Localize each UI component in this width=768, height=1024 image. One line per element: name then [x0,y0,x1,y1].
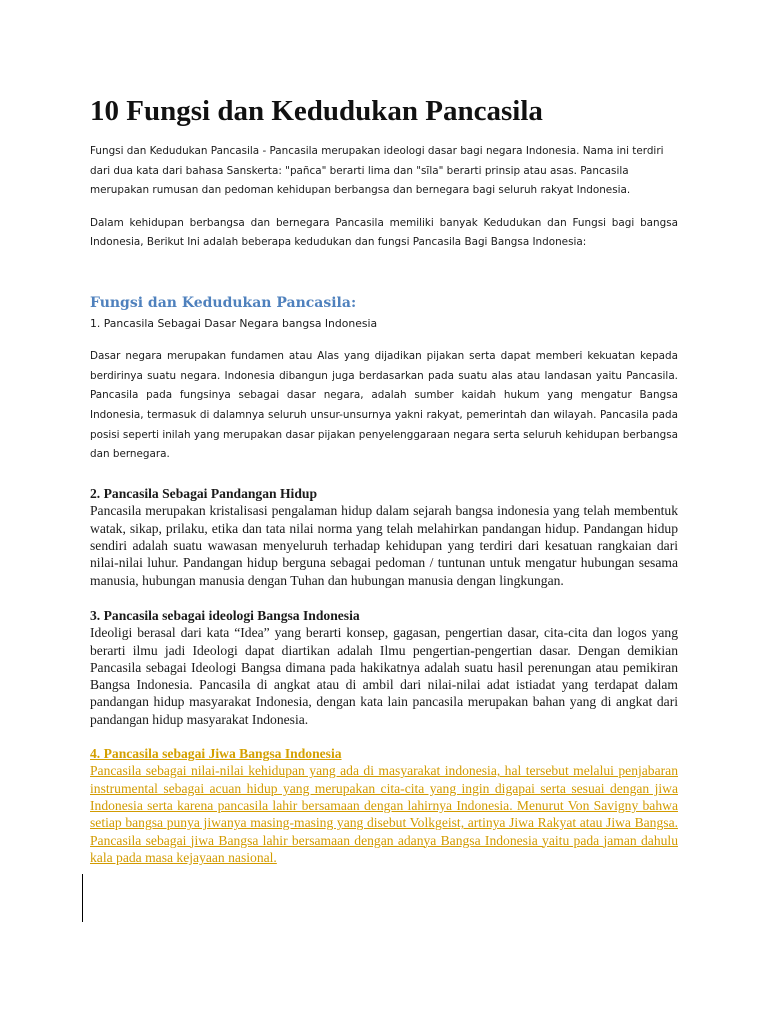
text-cursor-bar [82,874,83,922]
intro-paragraph-1: Fungsi dan Kedudukan Pancasila - Pancasila merupakan ideologi dasar bagi negara Indonesia. Nama ini terdiri dari dua kata dari bahasa Sanskerta: "pañca" berarti lima dan "sīla" berarti prinsip atau asas. Pancasila merupakan rumusan dan pedoman kehidupan berbangsa dan bernegara bagi seluruh rakyat Indonesia. [90,145,664,197]
item-3-body: Ideoligi berasal dari kata “Idea” yang berarti konsep, gagasan, pengertian dasar, cita-cita dan logos yang berarti ilmu jadi Ideologi dapat diartikan adalah Ilmu pengertian-pengertian dasar. Dengan demikian Pancasila sebagai Ideologi Bangsa dimana pada hakikatnya adalah suatu hasil perenungan atau pemikiran Bangsa Indonesia. Pancasila di angkat atau di ambil dari nilai-nilai adat istiadat yang terdapat dalam pandangan hidup masyarakat Indonesia, dengan kata lain pancasila merupakan bahan yang di angkat dari pandangan hidup masyarakat Indonesia. [90,625,678,727]
section-heading: Fungsi dan Kedudukan Pancasila: [90,294,357,311]
intro-paragraph-2: Dalam kehidupan berbangsa dan bernegara Pancasila memiliki banyak Kedudukan dan Fungsi bagi bangsa Indonesia, Berikut Ini adalah beberapa kedudukan dan fungsi Pancasila Bagi Bangsa Indonesia: [90,216,678,249]
item-2-heading: 2. Pancasila Sebagai Pandangan Hidup [90,486,318,502]
document-content [90,92,678,866]
item-1-body: Dasar negara merupakan fundamen atau Alas yang dijadikan pijakan serta dapat memberi kekuatan kepada berdirinya suatu negara. Indonesia dibangun juga berdasarkan pada suatu alas atau landasan yaitu Pancasila. Pancasila pada fungsinya sebagai dasar negara, adalah sumber kaidah hukum yang mengatur Bangsa Indonesia, termasuk di dalamnya seluruh unsur-unsurnya yakni rakyat, pemerintah dan wilayah. Pancasila pada posisi seperti inilah yang merupakan dasar pijakan penyelenggaraan negara serta seluruh kehidupan berbangsa dan bernegara. [90,349,678,461]
item-1-heading: 1. Pancasila Sebagai Dasar Negara bangsa Indonesia [90,316,378,330]
item-2-body: Pancasila merupakan kristalisasi pengalaman hidup dalam sejarah bangsa indonesia yang telah membentuk watak, sikap, prilaku, etika dan tata nilai norma yang telah melahirkan pandangan hidup. Pandangan hidup sendiri adalah suatu wawasan menyeluruh terhadap kehidupan yang terdiri dari kesatuan rangkaian dari nilai-nilai luhur. Pandangan hidup berguna sebagai pedoman / tuntunan untuk mengatur hubungan sesama manusia, hubungan manusia dengan Tuhan dan hubungan manusia dengan lingkungan. [90,503,678,588]
item-4-body-link[interactable]: Pancasila sebagai nilai-nilai kehidupan yang ada di masyarakat indonesia, hal tersebut melalui penjabaran instrumental sebagai acuan hidup yang merupakan cita-cita yang ingin digapai serta sesuai dengan jiwa Indonesia serta karena pancasila lahir bersamaan dengan lahirnya Indonesia. Menurut Von Savigny bahwa setiap bangsa punya jiwanya masing-masing yang disebut Volkgeist, artinya Jiwa Rakyat atau Jiwa Bangsa. Pancasila sebagai jiwa Bangsa lahir bersamaan dengan adanya Bangsa Indonesia yaitu pada jaman dahulu kala pada masa kejayaan nasional. [90,763,678,865]
page-title: 10 Fungsi dan Kedudukan Pancasila [90,95,543,127]
item-3-heading: 3. Pancasila sebagai ideologi Bangsa Indonesia [90,607,360,623]
item-4-heading-link[interactable]: 4. Pancasila sebagai Jiwa Bangsa Indonesia [90,746,342,762]
